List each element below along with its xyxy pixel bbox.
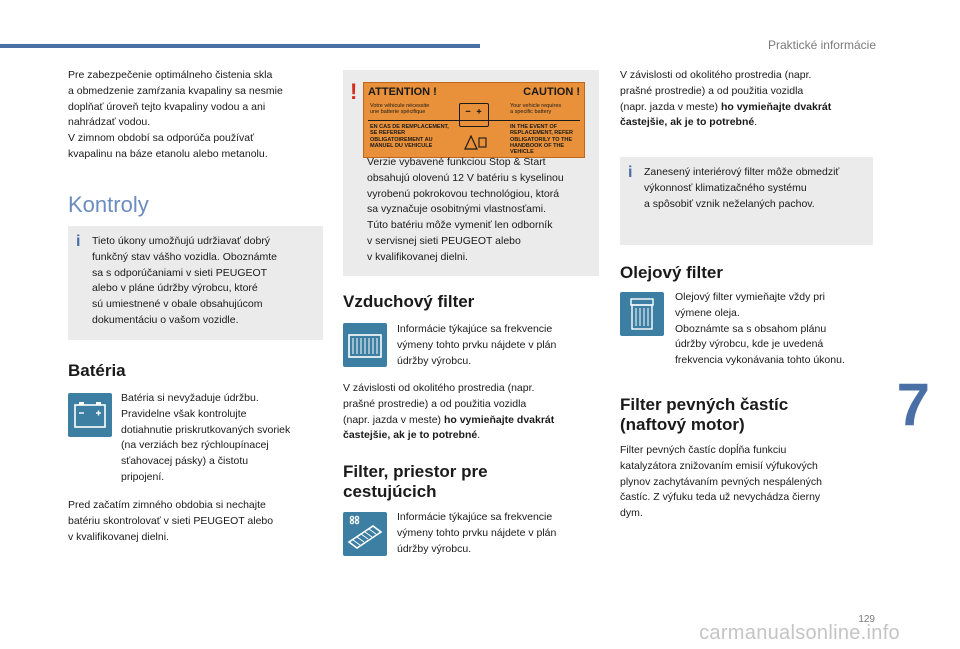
- plate-text: OBLIGATORILY TO THE: [510, 136, 573, 143]
- plate-text: OBLIGATOIREMENT AU: [370, 136, 433, 143]
- interior-filter-condition-text: [620, 68, 875, 131]
- watermark: carmanualsonline.info: [699, 622, 900, 644]
- plate-text: REPLACEMENT, REFER: [510, 130, 573, 137]
- text-line: výmeny tohto prvku nájdete v plán: [397, 526, 557, 539]
- plate-text: SE REFERER: [370, 130, 406, 137]
- text-line: Olejový filter vymieňajte vždy pri: [675, 291, 825, 303]
- heading-line: (naftový motor): [620, 415, 745, 435]
- fap-text: [620, 443, 875, 522]
- heading-olejovy-filter: Olejový filter: [620, 263, 723, 282]
- text-line: sú umiestnené v obale obsahujúcom: [92, 298, 263, 310]
- text-line: dym.: [620, 507, 643, 519]
- text-line: vyrobenú pokrokovou technológiou, ktorá: [367, 187, 560, 200]
- heading-bateria: Batéria: [68, 361, 126, 380]
- text-line: prašné prostredie) a od použitia vozidla: [343, 397, 527, 410]
- text-line: (napr. jazda v meste): [343, 413, 444, 426]
- text-line: Zanesený interiérový filter môže obmedziť: [644, 166, 840, 178]
- text-line: a obmedzenie zamŕzania kvapaliny sa nesmie: [68, 84, 283, 97]
- text-line: V závislosti od okolitého prostredia (napr.: [343, 382, 535, 394]
- olejovy-filter-text: [675, 290, 875, 369]
- text-line: výmeny tohto prvku nájdete v plán: [397, 338, 557, 351]
- text-line: Informácie týkajúce sa frekvencie: [397, 323, 553, 335]
- text-line: frekvencia vykonávania tohto úkonu.: [675, 354, 845, 366]
- text-line: sa vyznačuje osobitnými vlastnosťami.: [367, 203, 547, 216]
- text-line: (napr. jazda v meste): [620, 100, 721, 113]
- text-line: výkonnosť klimatizačného systému: [644, 181, 807, 194]
- air-filter-icon: [343, 323, 387, 367]
- text-line: Batéria si nevyžaduje údržbu.: [121, 392, 259, 404]
- text-line: pripojení.: [121, 470, 165, 483]
- heading-filter-pevnych-castic: [620, 395, 788, 436]
- plate-text: une batterie spécifique: [370, 109, 426, 116]
- text-line: údržby výrobcu.: [397, 542, 472, 555]
- text-line: doplňať úroveň tejto kvapaliny vodou a ani: [68, 100, 266, 113]
- text-line: batériu skontrolovať v sieti PEUGEOT alebo: [68, 514, 274, 527]
- plate-text: IN THE EVENT OF: [510, 124, 558, 130]
- text-line: V zimnom období sa odporúča používať: [68, 132, 255, 144]
- plate-caution: CAUTION !: [523, 86, 580, 98]
- text-line: údržby výrobcu, kde je uvedená: [675, 338, 824, 351]
- text-line: a spôsobiť vznik neželaných pachov.: [644, 197, 815, 210]
- info-icon: i: [76, 233, 81, 250]
- text-line: katalyzátora znižovaním emisií výfukových: [620, 459, 818, 472]
- kontroly-info-box: [68, 226, 323, 340]
- heading-kontroly: Kontroly: [68, 192, 149, 217]
- text-line: (na verziách bez rýchloupínacej: [121, 439, 269, 452]
- section-title: Praktické informácie: [767, 38, 876, 52]
- text-line-bold: častejšie, ak je to potrebné: [343, 429, 478, 442]
- stop-start-text: [367, 155, 597, 265]
- page-number: 129: [858, 614, 875, 625]
- text-line-bold: ho vymieňajte dvakrát: [720, 100, 832, 113]
- text-line: prašné prostredie) a od použitia vozidla: [620, 84, 804, 97]
- text-line: častíc. Z výfuku teda už nevychádza čierny: [620, 491, 821, 504]
- plate-warning-icon: [459, 130, 489, 152]
- text-line: alebo v pláne údržby výrobcu, ktoré: [92, 282, 258, 295]
- plate-attention: ATTENTION !: [368, 86, 437, 98]
- heading-vzduchovy-filter: Vzduchový filter: [343, 292, 475, 311]
- text-line: kvapalinu na báze etanolu alebo metanolu.: [68, 147, 268, 160]
- plate-text: Votre véhicule nécessite: [370, 103, 430, 109]
- text-line-bold: častejšie, ak je to potrebné: [620, 116, 755, 129]
- interior-filter-info-box: [620, 157, 873, 245]
- oil-filter-icon: [620, 292, 664, 336]
- text-line: Oboznámte sa s obsahom plánu: [675, 322, 827, 335]
- text-line: dokumentáciu o vašom vozidle.: [92, 313, 239, 326]
- text-line: .: [754, 116, 758, 129]
- heading-line: Filter, priestor pre: [343, 462, 488, 481]
- text-line: údržby výrobcu.: [397, 354, 472, 367]
- plate-battery-icon: [459, 103, 489, 127]
- chapter-number: 7: [896, 371, 930, 438]
- text-line: dotiahnutie priskrutkovaných svoriek: [121, 423, 291, 436]
- heading-kabinovy-filter: [343, 462, 488, 503]
- plate-text: MANUEL DU VEHICULE: [370, 142, 433, 149]
- vzduchovy-condition-text: [343, 381, 599, 444]
- battery-warning-label-image: [363, 82, 585, 158]
- text-line-bold: ho vymieňajte dvakrát: [443, 413, 555, 426]
- text-line: Pred začatím zimného obdobia si nechajte: [68, 499, 266, 511]
- text-line: sa s odporúčaniami v sieti PEUGEOT: [92, 266, 268, 279]
- text-line: Túto batériu môže vymeniť len odborník: [367, 219, 553, 231]
- warning-exclamation-icon: !: [350, 79, 358, 104]
- plate-text: a specific battery: [510, 109, 552, 116]
- heading-line: Filter pevných častíc: [620, 395, 789, 414]
- text-line: výmene oleja.: [675, 306, 740, 319]
- text-line: v servisnej sieti PEUGEOT alebo: [367, 234, 521, 247]
- text-line: Pravidelne však kontrolujte: [121, 407, 247, 420]
- heading-line: cestujúcich: [343, 482, 437, 502]
- washer-fluid-intro: [68, 68, 328, 163]
- cabin-filter-icon: [343, 512, 387, 556]
- kabinovy-filter-text: [397, 510, 592, 557]
- text-line: sťahovacej pásky) a čistotu: [121, 455, 249, 467]
- text-line: Filter pevných častíc dopĺňa funkciu: [620, 444, 787, 456]
- plate-text: Your vehicle requires: [510, 103, 562, 109]
- header-accent-bar: [0, 44, 480, 48]
- text-line: Pre zabezpečenie optimálneho čistenia skla: [68, 69, 273, 81]
- winter-check-text: [68, 498, 328, 545]
- text-line: nahrádzať vodou.: [68, 116, 151, 129]
- text-line: v kvalifikovanej dielni.: [367, 250, 468, 263]
- text-line: funkčný stav vášho vozidla. Oboznámte: [92, 250, 278, 263]
- bateria-text: [121, 391, 326, 486]
- battery-icon: [68, 393, 112, 437]
- info-icon: i: [628, 164, 633, 181]
- text-line: V závislosti od okolitého prostredia (napr.: [620, 69, 812, 81]
- text-line: obsahujú olovenú 12 V batériu s kyselinou: [367, 171, 564, 184]
- text-line: Verzie vybavené funkciou Stop & Start: [367, 156, 546, 168]
- text-line: Tieto úkony umožňujú udržiavať dobrý: [92, 235, 271, 247]
- text-line: Informácie týkajúce sa frekvencie: [397, 511, 553, 523]
- vzduchovy-filter-text: [397, 322, 592, 369]
- plate-text: HANDBOOK OF THE VEHICLE: [510, 142, 565, 156]
- text-line: plynov zachytávaním pevných nespálených: [620, 475, 822, 488]
- text-line: .: [477, 429, 481, 442]
- text-line: v kvalifikovanej dielni.: [68, 530, 169, 543]
- plate-text: EN CAS DE REMPLACEMENT,: [370, 124, 449, 130]
